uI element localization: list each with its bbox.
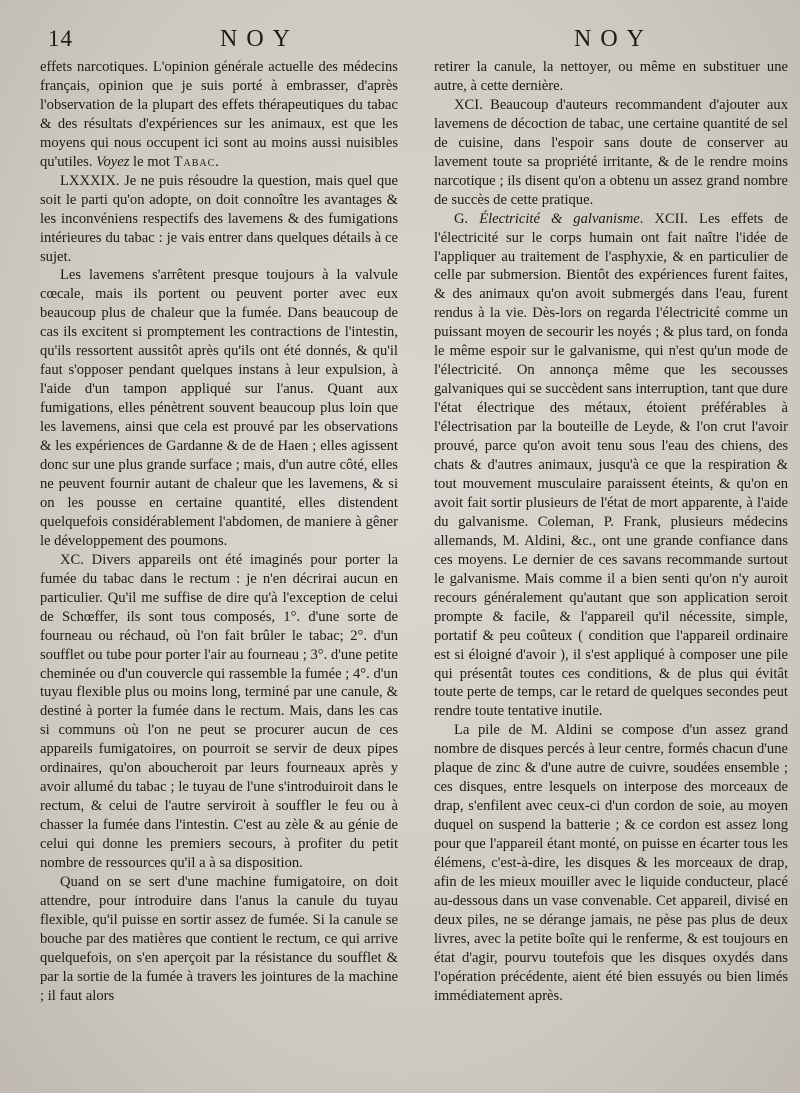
text-columns — [40, 58, 788, 1006]
left-column — [40, 58, 398, 1006]
running-head-left: NOY — [220, 26, 299, 52]
paragraph: Quand on se sert d'une machine fumigatoire, on doit attendre, pour introduire dans l'anus la canule du tuyau flexible, qu'il puisse en sortir assez de fumée. Si la canule se bouche par des matières que contient le rectum, ce qui arrive quelquefois, on s'en aperçoit par la résistance du soufflet & par la sortie de la fumée à travers les jointures de la machine ; il faut alors — [40, 873, 398, 1004]
section-title: Électricité & galvanisme — [479, 210, 640, 227]
paragraph: G. Électricité & galvanisme. XCII. Les effets de l'électricité sur le corps humain ont fait naître l'idée de l'appliquer au traitement de l'asphyxie, & en particulier de celle par submersion. Bientôt des expériences furent faites, & des animaux qu'on avoit submergés dans l'eau, furent rendus à la vie. Dès-lors on regarda l'électricité comme un puissant moyen de secourir les noyés ; & plus tard, on fonda le même espoir sur le galvanisme, qui n'est qu'un mode de l'électricité. On annonça même que les secousses galvaniques qui se succèdent sans interruption, tant que dure l'état électrique des métaux, étoient préférables à l'électrisation par la bouteille de Leyde, & l'on crut l'avoir prouvé, parce qu'on avoit tenu sous l'eau des chiens, des chats & d'autres animaux, jusqu'à ce que la respiration & tout mouvement musculaire paraissent éteints, & qu'on en avoit fait sortir plusieurs de l'état de mort apparente, à l'aide du galvanisme. Coleman, P. Frank, plusieurs médecins allemands, M. Aldini, &c., ont une grande confiance dans ces moyens. Le dernier de ces savans recommande surtout le galvanisme. Mais comme il a bien senti qu'on n'y auroit recours généralement qu'autant que son application seroit prompte & facile, & l'appareil qu'il nécessite, simple, portatif & peu coûteux ( condition que l'appareil ordinaire est si éloigné d'avoir ), il s'est appliqué à composer une pile qui présentât toutes ces conditions, & de plus qui évitât toute perte de temps, car le retard de quelques secondes peut rendre toute tentative inutile. — [434, 210, 788, 720]
paragraph: Les lavemens s'arrêtent presque toujours à la valvule cœcale, mais ils portent ou peuvent porter avec eux beaucoup plus de chaleur que la fumée. Dans beaucoup de cas ils excitent si promptement les contractions de l'intestin, qu'ils ressortent aussitôt après qu'ils ont été donnés, & qu'il faut s'opposer pendant quelques instans à leur expulsion, à l'aide d'un tampon appliqué sur l'anus. Quant aux fumigations, elles pénètrent souvent beaucoup plus loin que les lavemens, ainsi que cela est prouvé par les observations & les expériences de Gardanne & de de Haen ; elles agissent donc sur une plus grande surface ; mais, d'un autre côté, elles ne peuvent fournir autant de chaleur que les lavemens, & si on les pousse en certaine quantité, elles distendent quelquefois considérablement l'abdomen, de maniere à gêner le développement des poumons. — [40, 267, 398, 549]
paragraph: XCI. Beaucoup d'auteurs recommandent d'ajouter aux lavemens de décoction de tabac, une certaine quantité de sel de cuisine, dans l'espoir sans doute de conserver au lavement toute sa propriété irritante, & de le rendre moins narcotique ; ils disent qu'on a obtenu un assez grand nombre de succès de cette pratique. — [434, 96, 788, 208]
page-number: 14 — [48, 26, 73, 51]
paragraph: retirer la canule, la nettoyer, ou même en substituer une autre, à cette dernière. — [434, 59, 788, 94]
right-column — [434, 58, 788, 1006]
running-head-right: NOY — [574, 26, 653, 52]
paragraph: XC. Divers appareils ont été imaginés pour porter la fumée du tabac dans le rectum : je n'en décrirai aucun en particulier. Qu'il me suffise de dire qu'à l'exception de celui de Schœffer, ils sont tous composés, 1°. d'une sorte de fourneau ou réchaud, où l'on fait brûler le tabac; 2°. d'un soufflet ou tube pour porter l'air au fourneau ; 3°. d'une petite cheminée ou d'un couvercle qui rassemble la fumée ; 4°. d'un tuyau flexible plus ou moins long, terminé par une canule, & destiné à porter la fumée dans le rectum. Mais, dans les cas si communs où l'on ne peut se procurer aucun de ces appareils fumigatoires, on pourroit se servir de deux pipes ordinaires, qu'on aboucheroit par leurs fourneaux après y avoir allumé du tabac ; le tuyau de l'une s'introduiroit dans le rectum, & celui de l'autre serviroit à souffler le feu ou à chasser la fumée dans l'intestin. C'est au zèle & au génie de celui qui donne les premiers secours, à profiter du petit nombre de ressources qu'il a à sa disposition. — [40, 551, 398, 872]
paragraph: effets narcotiques. L'opinion générale actuelle des médecins français, opinion que je suis porté à embrasser, d'après l'observation de la plupart des effets thérapeutiques du tabac & des résultats d'expériences sur les animaux, est que les moyens qui nous occupent ici sont au moins aussi nuisibles qu'utiles. Voyez le mot Tabac. — [40, 59, 398, 170]
page-header — [40, 20, 788, 54]
paragraph: LXXXIX. Je ne puis résoudre la question, mais quel que soit le parti qu'on adopte, on doit connoître les avantages & les inconvéniens respectifs des lavemens & des fumigations intérieures du tabac : je vais entrer dans quelques détails à ce sujet. — [40, 172, 398, 265]
italic-reference: Voyez — [96, 153, 130, 170]
paragraph: La pile de M. Aldini se compose d'un assez grand nombre de disques percés à leur centre, formés chacun d'une plaque de zinc & d'une autre de cuivre, soudées ensemble ; ces disques, entre lesquels on interpose des morceaux de drap, s'enfilent avec ceux-ci d'un cordon de soie, au moyen duquel on suspend la batterie ; & ce cordon est assez long pour que l'appareil étant monté, on puisse en écarter tous les élémens, c'est-à-dire, les disques & les morceaux de drap, afin de les mieux mouiller avec le liquide conducteur, placé au-dessous dans un vase convenable. Cet appareil, divisé en deux piles, ne se dérange jamais, ne pèse pas plus de deux livres, avec la petite boîte qui le renferme, & est toujours en état d'agir, pourvu toutefois que les disques oxydés dans l'opération précédente, aient été bien essuyés ou bien limés immédiatement après. — [434, 722, 788, 1004]
cross-reference: Tabac — [173, 153, 216, 170]
